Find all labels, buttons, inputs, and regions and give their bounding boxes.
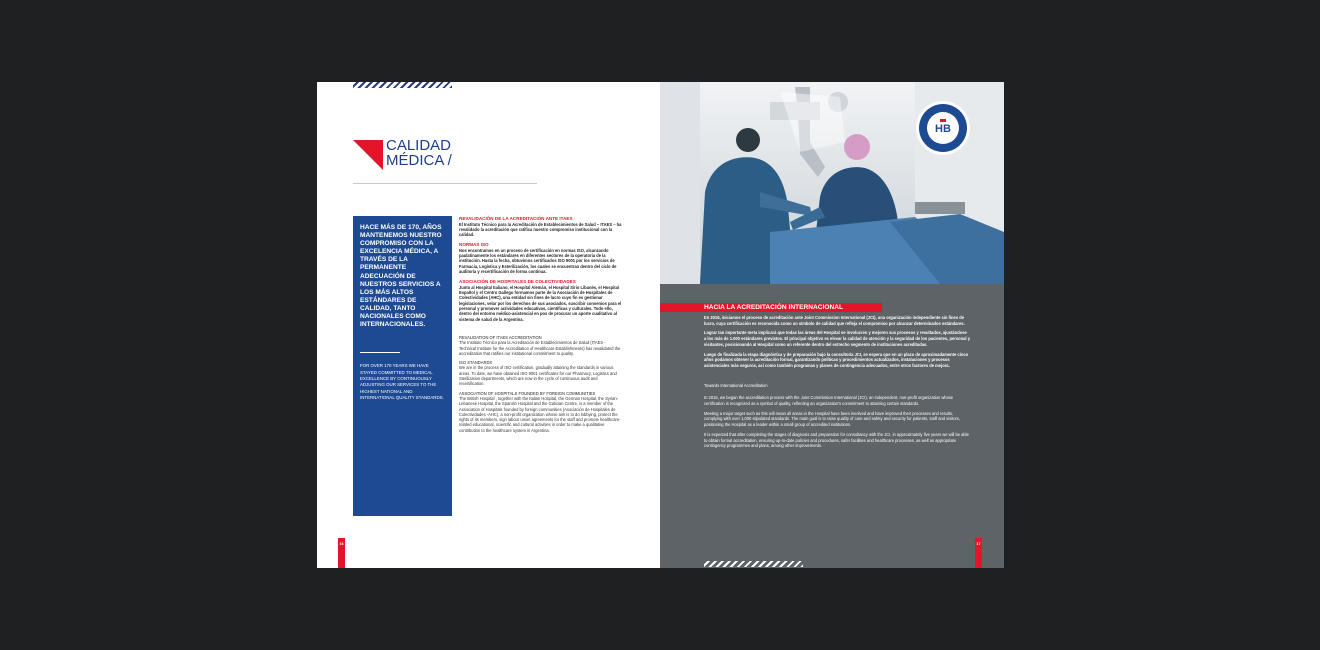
english-title: Towards International Accreditation <box>704 382 768 388</box>
page-number: 17 <box>976 542 981 546</box>
section-body: Nos encontramos en un proceso de certificación en normas ISO, alcanzando paulatinamente los estándares en diferentes sectores de la operatoria de la institución. Hasta la fecha, obtuvimos certificados ISO 9001 por los servicios de Farmacia, Logística y Esterilización, los cuales se encuentran dentro del ciclo de auditoría y recertificación de forma continua. <box>459 247 617 275</box>
title-line-2: MÉDICA / <box>386 152 452 169</box>
paragraph-en: In 2016, we began the accreditation process with the Joint Commission International (JCI), an independent, non-profit organization whose certification is recognized as a symbol of quality, reflecting an organization's commitment to attaining certain standards. <box>704 395 954 407</box>
surgery-photo-illustration <box>660 82 1004 284</box>
section-heading: NORMAS ISO <box>459 242 489 248</box>
surgery-photo <box>660 82 1004 284</box>
section-heading-en: ISO STANDARDS <box>459 360 493 366</box>
title-line-1: CALIDAD <box>386 137 452 154</box>
highlight-text-es: HACE MÁS DE 170, AÑOS MANTENEMOS NUESTRO COMPROMISO CON LA EXCELENCIA MÉDICA, A TRAVÉS DE LA PERMANENTE ADECUACIÓN DE NUESTROS SERVICIOS A LOS MÁS ALTOS ESTÁNDARES DE CALIDAD, TANTO NACIONALES COMO INTERNACIONALES. <box>360 224 442 329</box>
red-triangle-logo <box>353 140 383 170</box>
section-body-en: The British Hospital , together with the Italian Hospital, the German Hospital, the Syrian-Lebanese Hospital, the Spanish Hospital and the Galician Centre, is a member of the Association of Hospitals founded by foreign communities (Asociación de Hospitales de Colectividades -AHC), a non-profit organization whose aim is to do lobbying, protect the rights of its members, sign labour union agreements for the staff and promote healthcare-related educational, scientific and cultural activities in order to make a qualitative contribution to the healthcare system in Argentina. <box>459 395 621 433</box>
page-number-tab <box>975 538 982 568</box>
page-title-text <box>386 138 452 168</box>
left-page <box>317 82 660 568</box>
magazine-spread <box>317 82 1004 568</box>
section-body: Junto al Hospital Italiano, el Hospital Alemán, el Hospital Sirio Libanés, el Hospital Español y el Centro Gallego formamos parte de la Asociación de Hospitales de Colectividades (AHC), una entidad sin fines de lucro cuyo fin es gestionar legislaciones, velar por los derechos de sus asociados, suscribir convenios para el personal y promover actividades educativas, científicas y culturales. Todo ello, dentro del entorno médico-asistencial en pos de procurar un aporte cualitativo al sistema de salud de la Argentina. <box>459 284 622 322</box>
section-heading-en: ASSOCIATION OF HOSPITALS FOUNDED BY FOREIGN COMMUNITIES <box>459 390 596 396</box>
section-body-en: We are in the process of ISO certification, gradually attaining the standards in various areas. To date, we have obtained ISO 9001 certificates for our Pharmacy, Logistics and Sterilization departments, which are now in the cycle of continuous audit and recertification. <box>459 365 617 387</box>
page-number-tab <box>338 538 345 568</box>
hospital-logo-letters: HB <box>935 123 951 135</box>
section-heading: REVALIDACIÓN DE LA ACREDITACIÓN ANTE ITAES <box>459 216 573 221</box>
section-banner: HACIA LA ACREDITACIÓN INTERNACIONAL <box>660 303 882 312</box>
paragraph-es: En 2016, iniciamos el proceso de acreditación ante Joint Commission International (JCI), una organización independiente sin fines de lucro, cuya certificación es reconocida como un símbolo de calidad que refleja el compromiso por alcanzar determinados estándares. <box>704 315 965 326</box>
paragraph-en: It is expected that after completing the stages of diagnosis and preparation for consultancy with the JCI, in approximately five years we will be able to obtain formal accreditation, ensuring up-to-date policies and procedures, safer facilities and healthcare processes, as well as appropriate contingency programmes and plans, among other improvements. <box>704 431 969 449</box>
paragraph-en: Meeting a major target such as this will mean all areas in the Hospital have been involved and have improved their processes and results, complying with over 1,000 stipulated standards. The main goal is to raise quality of care and safety and security for patients, staff and visitors, positioning the Hospital as a leader within a small group of accredited institutions. <box>704 410 961 428</box>
highlight-text-en: FOR OVER 170 YEARS WE HAVE STAYED COMMITTED TO MEDICAL EXCELLENCE BY CONTINUOUSLY ADJUSTING OUR SERVICES TO THE HIGHEST NATIONAL AND INTERNATIONAL QUALITY STANDARDS. <box>360 363 444 401</box>
hatch-decoration <box>353 82 452 88</box>
page-number: 16 <box>339 542 344 546</box>
right-text-block <box>704 315 970 453</box>
section-body: El Instituto Técnico para la Acreditación de Establecimientos de Salud – ITAES – ha revalidado la acreditación que ratifica nuestro compromiso institucional con la calidad. <box>459 221 622 238</box>
section-heading-en: REVALIDATION OF ITAES ACCREDITATION <box>459 334 542 340</box>
hatch-decoration <box>704 561 803 567</box>
section-body-en: The Instituto Técnico para la Acreditación de Establecimientos de Salud (ITAES - Technical Institute for the Accreditation of Healthcare Establishments) has revalidated the accreditation that ratifies our institutional commitment to quality. <box>459 340 621 356</box>
title-divider <box>353 183 537 184</box>
text-column <box>459 216 623 437</box>
right-page <box>660 82 1004 568</box>
highlight-divider <box>360 352 400 353</box>
highlight-box <box>353 216 452 516</box>
paragraph-es: Luego de finalizada la etapa diagnóstica y de preparación bajo la consultoría JCI, se espera que en un plazo de aproximadamente cinco años podamos obtener la acreditación formal, garantizando políticas y procedimientos actualizados, instalaciones y procesos asistenciales más seguros, así como también programas y planes de contingencia adecuados, entre otros factores de mejora. <box>704 351 969 368</box>
section-heading: ASOCIACIÓN DE HOSPITALES DE COLECTIVIDADES <box>459 279 576 285</box>
paragraph-es: Lograr tan importante meta implicará que todas las áreas del Hospital se involucren y mejoren sus procesos y resultados, ajustándose a los más de 1.000 estándares previstos. El principal objetivo es elevar la calidad de atención y la seguridad de los pacientes, personal y visitantes, posicionando al Hospital como un referente dentro del estrecho segmento de instituciones acreditadas. <box>704 330 970 347</box>
